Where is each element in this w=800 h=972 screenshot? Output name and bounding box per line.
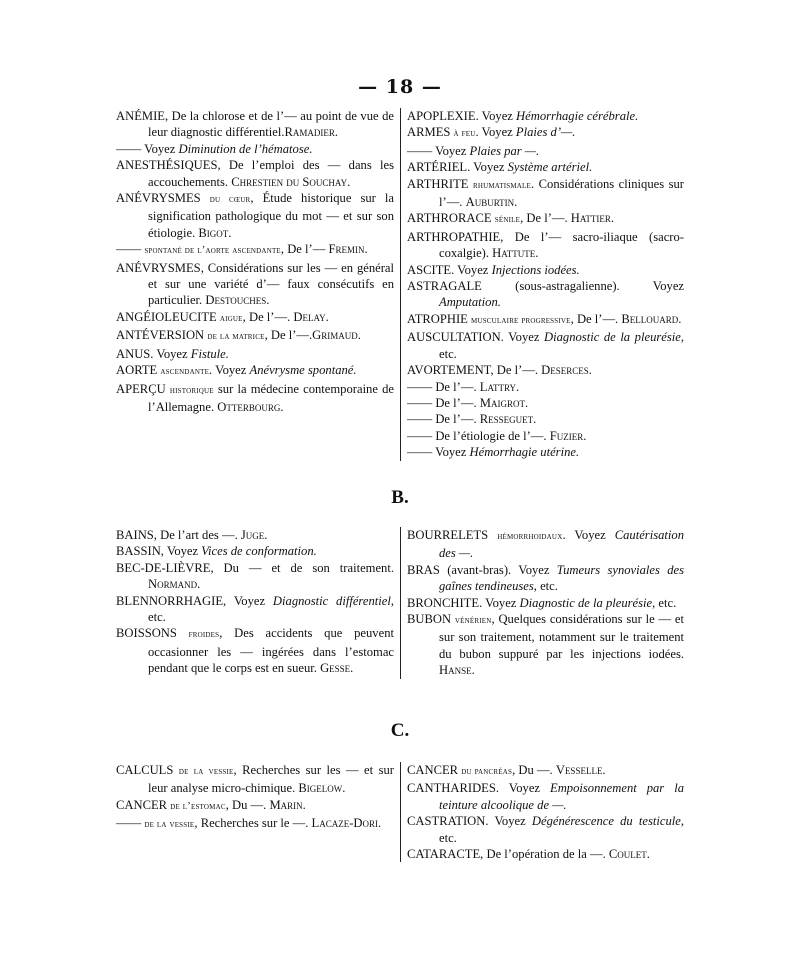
entry-cross-reference: Diminution de l’hématose.: [178, 141, 313, 156]
entry-text: , De l’—.: [264, 328, 313, 343]
entry-author: Bigelow.: [298, 781, 346, 796]
entry-headword: ASCITE.: [407, 262, 455, 277]
entry-headword: ANESTHÉSIQUES: [116, 158, 218, 173]
entry-suffix: , etc.: [652, 595, 677, 610]
entry-author: Vesselle.: [555, 763, 606, 777]
entry-text: , De l’art des —.: [153, 528, 241, 542]
index-entry: [407, 329, 684, 362]
entry-headword: ARTHRORACE: [407, 211, 492, 226]
entry-headword: ANÉMIE: [116, 109, 165, 123]
entry-author: Lattry.: [479, 379, 520, 394]
entry-headword: CATARACTE: [407, 847, 481, 862]
index-entry: [407, 362, 684, 378]
entry-cross-reference: Plaies d’—.: [515, 125, 576, 140]
index-entry: [407, 210, 684, 228]
index-entry: [116, 527, 394, 543]
index-entry: [116, 560, 394, 593]
entry-cross-reference: Diagnostic de la pleurésie: [519, 595, 653, 610]
entry-cross-reference: Système artériel.: [507, 160, 593, 175]
entry-cross-reference: Cautérisation des —.: [439, 528, 684, 561]
entry-author: Resseguet.: [479, 412, 537, 427]
entry-author: Otterbourg.: [217, 399, 284, 414]
index-entry: [407, 846, 684, 862]
section-a-right-column: [400, 108, 684, 461]
index-entry: [116, 593, 394, 626]
index-entry: [116, 625, 394, 676]
entry-headword: CANCER: [407, 763, 459, 777]
section-b-left-column: [116, 527, 400, 679]
entry-text: , De l’— sacro-iliaque (sacro-coxalgie).: [439, 229, 684, 261]
index-entry: [116, 241, 394, 259]
index-entry: [407, 444, 684, 460]
index-entry: [407, 411, 684, 427]
entry-text: , Quelques considérations sur le — et sur son traitement, notamment sur le traitement du bubon suppuré par les injections iodées.: [439, 612, 684, 661]
entry-text: (avant-bras). Voyez: [439, 562, 557, 577]
letter-heading-b: B.: [391, 487, 409, 508]
entry-cross-reference: Diagnostic de la pleurésie: [544, 330, 681, 345]
entry-headword: CANCER: [116, 797, 168, 812]
entry-text: , Voyez: [160, 544, 202, 559]
index-entry: [407, 143, 684, 159]
index-entry: [116, 543, 394, 559]
entry-author: Ramadier.: [284, 125, 339, 140]
entry-text: Voyez: [478, 109, 517, 123]
entry-headword: CANTHARIDES.: [407, 781, 500, 796]
entry-author: Hattute.: [492, 246, 539, 261]
entry-text: De l’étiologie de l’—.: [432, 428, 550, 443]
index-entry: [116, 260, 394, 309]
entry-author: Delay.: [293, 309, 329, 324]
entry-headword: ANUS.: [116, 346, 154, 361]
entry-cross-reference: Hémorrhagie cérébrale.: [516, 109, 639, 123]
entry-cross-reference: Diagnostic différentiel: [272, 593, 391, 608]
section-a-left-column: [116, 108, 400, 461]
entry-text: , Du —.: [225, 797, 270, 812]
index-entry: [407, 428, 684, 444]
entry-text: De l’—.: [432, 395, 480, 410]
entry-headword: BOURRELETS: [407, 528, 489, 542]
entry-author: Hattier.: [570, 211, 615, 226]
entry-headword: ANGÉIOLEUCITE: [116, 309, 217, 324]
page-number: — 18 —: [358, 76, 442, 98]
entry-text: . Considérations cliniques sur l’—.: [439, 176, 684, 210]
entry-cross-reference: Anévrysme spontané.: [249, 363, 357, 378]
entry-text: , Du — et de son traitement.: [210, 560, 394, 575]
entry-suffix: , etc.: [439, 814, 684, 845]
entry-qualifier: musculaire progressive: [471, 314, 571, 326]
entry-headword: AORTE: [116, 363, 158, 378]
entry-author: Deserces.: [541, 363, 592, 378]
entry-text: , De l’—.: [570, 311, 622, 326]
entry-text: , Des accidents que peuvent occasionner les — ingérées dans l’estomac pendant que le corps est en sueur.: [148, 626, 394, 676]
entry-text: . Voyez: [562, 528, 615, 542]
index-entry: [116, 815, 394, 833]
letter-heading-c: C.: [390, 720, 410, 741]
entry-text: , De l’—.: [490, 363, 542, 378]
index-entry: [407, 780, 684, 813]
entry-headword: CALCULS: [116, 763, 174, 777]
index-entry: [407, 176, 684, 211]
index-entry: [407, 108, 684, 124]
index-entry: [407, 611, 684, 679]
entry-headword: ATROPHIE: [407, 311, 468, 326]
entry-text: , De l’—.: [520, 211, 571, 226]
entry-qualifier: spontané de l’aorte ascendante: [144, 245, 281, 257]
entry-headword: ——: [407, 412, 433, 427]
index-entry: [116, 141, 394, 157]
entry-text: , De l’—.: [242, 309, 294, 324]
entry-qualifier: à feu: [453, 128, 476, 140]
entry-author: Fremin.: [328, 242, 368, 257]
entry-author: Juge.: [240, 528, 268, 542]
section-b: [116, 527, 686, 679]
entry-text: Voyez: [499, 781, 550, 796]
entry-headword: BLENNORRHAGIE: [116, 593, 224, 608]
index-entry: [407, 562, 684, 595]
entry-text: , Recherches sur le —.: [194, 816, 312, 831]
entry-text: , Étude historique sur la signification pathologique du mot — et sur son étiologie.: [148, 191, 394, 240]
entry-headword: BRAS: [407, 562, 440, 577]
entry-text: De l’—.: [432, 412, 480, 427]
entry-text: . Voyez: [475, 125, 516, 140]
entry-qualifier: aigue: [219, 312, 243, 324]
entry-text: , De l’opération de la —.: [480, 847, 609, 862]
entry-qualifier: de la matrice: [207, 331, 265, 343]
entry-qualifier: de la vessie: [144, 819, 195, 831]
entry-cross-reference: Amputation.: [439, 295, 501, 310]
entry-cross-reference: Tumeurs synoviales des gaînes tendineuses: [439, 562, 684, 594]
entry-headword: BUBON: [407, 612, 452, 627]
entry-cross-reference: Plaies par —.: [469, 143, 540, 158]
entry-suffix: , etc.: [533, 579, 558, 594]
index-entry: [116, 327, 394, 345]
entry-author: Fuzier.: [549, 428, 587, 443]
index-entry: [116, 797, 394, 815]
entry-text: Voyez: [153, 346, 191, 361]
section-b-right-column: [400, 527, 684, 679]
entry-author: Normand.: [148, 577, 201, 592]
entry-text: . Voyez: [209, 363, 250, 378]
entry-suffix: , etc.: [439, 330, 684, 361]
index-entry: [407, 395, 684, 411]
entry-headword: CASTRATION.: [407, 814, 489, 829]
entry-headword: ——: [407, 428, 433, 443]
entry-qualifier: du pancréas: [461, 766, 513, 777]
entry-headword: ——: [407, 143, 433, 158]
entry-author: Coulet.: [608, 847, 650, 862]
entry-author: Chrestien du Souchay.: [231, 174, 351, 189]
entry-cross-reference: Empoisonnement par la teinture alcoolique de —.: [439, 781, 684, 812]
entry-qualifier: hémorrhoidaux: [497, 531, 563, 542]
entry-headword: APERÇU: [116, 381, 166, 396]
entry-qualifier: sénile: [494, 214, 521, 226]
entry-text: Voyez: [432, 143, 470, 158]
index-entry: [407, 595, 684, 611]
section-c: [116, 762, 686, 862]
entry-text: , De l’emploi des — dans les accouchements.: [148, 158, 394, 189]
index-entry: [407, 124, 684, 142]
entry-suffix: , etc.: [148, 593, 394, 625]
entry-author: Hanse.: [439, 663, 475, 678]
index-entry: [407, 762, 684, 780]
entry-headword: BAINS: [116, 528, 154, 542]
entry-headword: BASSIN: [116, 544, 161, 559]
entry-text: Voyez: [432, 445, 470, 460]
entry-cross-reference: Injections iodées.: [491, 262, 580, 277]
entry-text: , De la chlorose et de l’— au point de vue de leur diagnostic différentiel.: [148, 109, 394, 140]
entry-text: , Du —.: [512, 763, 556, 777]
entry-headword: ANÉVRYSMES: [116, 191, 201, 206]
entry-headword: ——: [407, 445, 433, 460]
entry-text: , Voyez: [223, 593, 273, 608]
entry-cross-reference: Hémorrhagie utérine.: [469, 445, 580, 460]
entry-qualifier: de la vessie: [178, 766, 234, 777]
entry-headword: ——: [116, 816, 142, 831]
entry-headword: ——: [407, 395, 433, 410]
entry-headword: ARTÉRIEL.: [407, 160, 471, 175]
index-entry: [407, 379, 684, 395]
entry-headword: ARTHRITE: [407, 176, 469, 191]
entry-author: Grimaud.: [312, 328, 361, 343]
entry-author: Auburtin.: [465, 195, 518, 210]
entry-author: Destouches.: [205, 293, 270, 308]
index-entry: [407, 278, 684, 311]
entry-author: Marin.: [269, 797, 306, 812]
index-entry: [116, 381, 394, 416]
entry-headword: ——: [116, 242, 142, 257]
entry-qualifier: de l’estomac: [170, 800, 226, 812]
entry-qualifier: historique: [169, 384, 214, 396]
entry-text: Voyez: [141, 141, 179, 156]
entry-text: , De l’—: [280, 242, 329, 257]
entry-text: , Recherches sur les — et sur leur analyse micro-chimique.: [148, 763, 394, 796]
entry-headword: AUSCULTATION.: [407, 330, 504, 345]
index-entry: [116, 309, 394, 327]
entry-qualifier: ascendante: [160, 366, 210, 378]
entry-cross-reference: Dégénérescence du testicule: [531, 814, 681, 829]
entry-headword: ——: [116, 141, 142, 156]
index-entry: [116, 108, 394, 141]
index-entry: [407, 262, 684, 278]
entry-qualifier: vénérien: [454, 615, 492, 627]
section-c-right-column: [400, 762, 684, 862]
entry-headword: BRONCHITE.: [407, 595, 483, 610]
index-entry: [407, 813, 684, 846]
entry-text: Voyez: [488, 814, 532, 829]
index-entry: [116, 362, 394, 380]
entry-headword: ARMES: [407, 125, 451, 140]
entry-author: Gesse.: [320, 661, 354, 676]
entry-headword: APOPLEXIE.: [407, 109, 479, 123]
entry-headword: ASTRAGALE: [407, 279, 482, 294]
entry-headword: ARTHROPATHIE: [407, 229, 501, 244]
entry-text: De l’—.: [432, 379, 480, 394]
entry-text: (sous-astragalienne). Voyez: [481, 279, 684, 294]
index-entry: [407, 311, 684, 329]
index-entry: [407, 527, 684, 562]
index-entry: [407, 229, 684, 262]
entry-text: Voyez: [454, 262, 492, 277]
entry-headword: ——: [407, 379, 433, 394]
entry-author: Bellouard.: [621, 311, 682, 326]
entry-text: , Considérations sur les — en général et sur une variété d’— faux consécutifs en particulier.: [148, 260, 394, 308]
entry-qualifier: rhumatismale: [473, 179, 532, 191]
entry-cross-reference: Fistule.: [190, 346, 229, 361]
entry-text: Voyez: [470, 160, 508, 175]
index-entry: [116, 157, 394, 190]
entry-headword: BOISSONS: [116, 626, 177, 641]
section-a: [116, 108, 686, 461]
entry-headword: BEC-DE-LIÈVRE: [116, 560, 211, 575]
entry-qualifier: froides: [188, 629, 220, 641]
entry-headword: ANÉVRYSMES: [116, 260, 201, 275]
entry-cross-reference: Vices de conformation.: [201, 544, 317, 559]
entry-author: Maigrot.: [479, 395, 529, 410]
index-entry: [116, 190, 394, 241]
index-entry: [116, 346, 394, 362]
entry-text: Voyez: [503, 330, 545, 345]
entry-author: Bigot.: [198, 225, 232, 240]
index-entry: [407, 159, 684, 175]
entry-headword: ANTÉVERSION: [116, 328, 205, 343]
section-c-left-column: [116, 762, 400, 862]
entry-headword: AVORTEMENT: [407, 363, 491, 378]
entry-text: sur la médecine contemporaine de l’Allemagne.: [148, 381, 394, 414]
entry-author: Lacaze-Dori.: [311, 816, 382, 831]
entry-qualifier: du cœur: [209, 194, 251, 206]
entry-text: Voyez: [482, 595, 520, 610]
index-entry: [116, 762, 394, 797]
